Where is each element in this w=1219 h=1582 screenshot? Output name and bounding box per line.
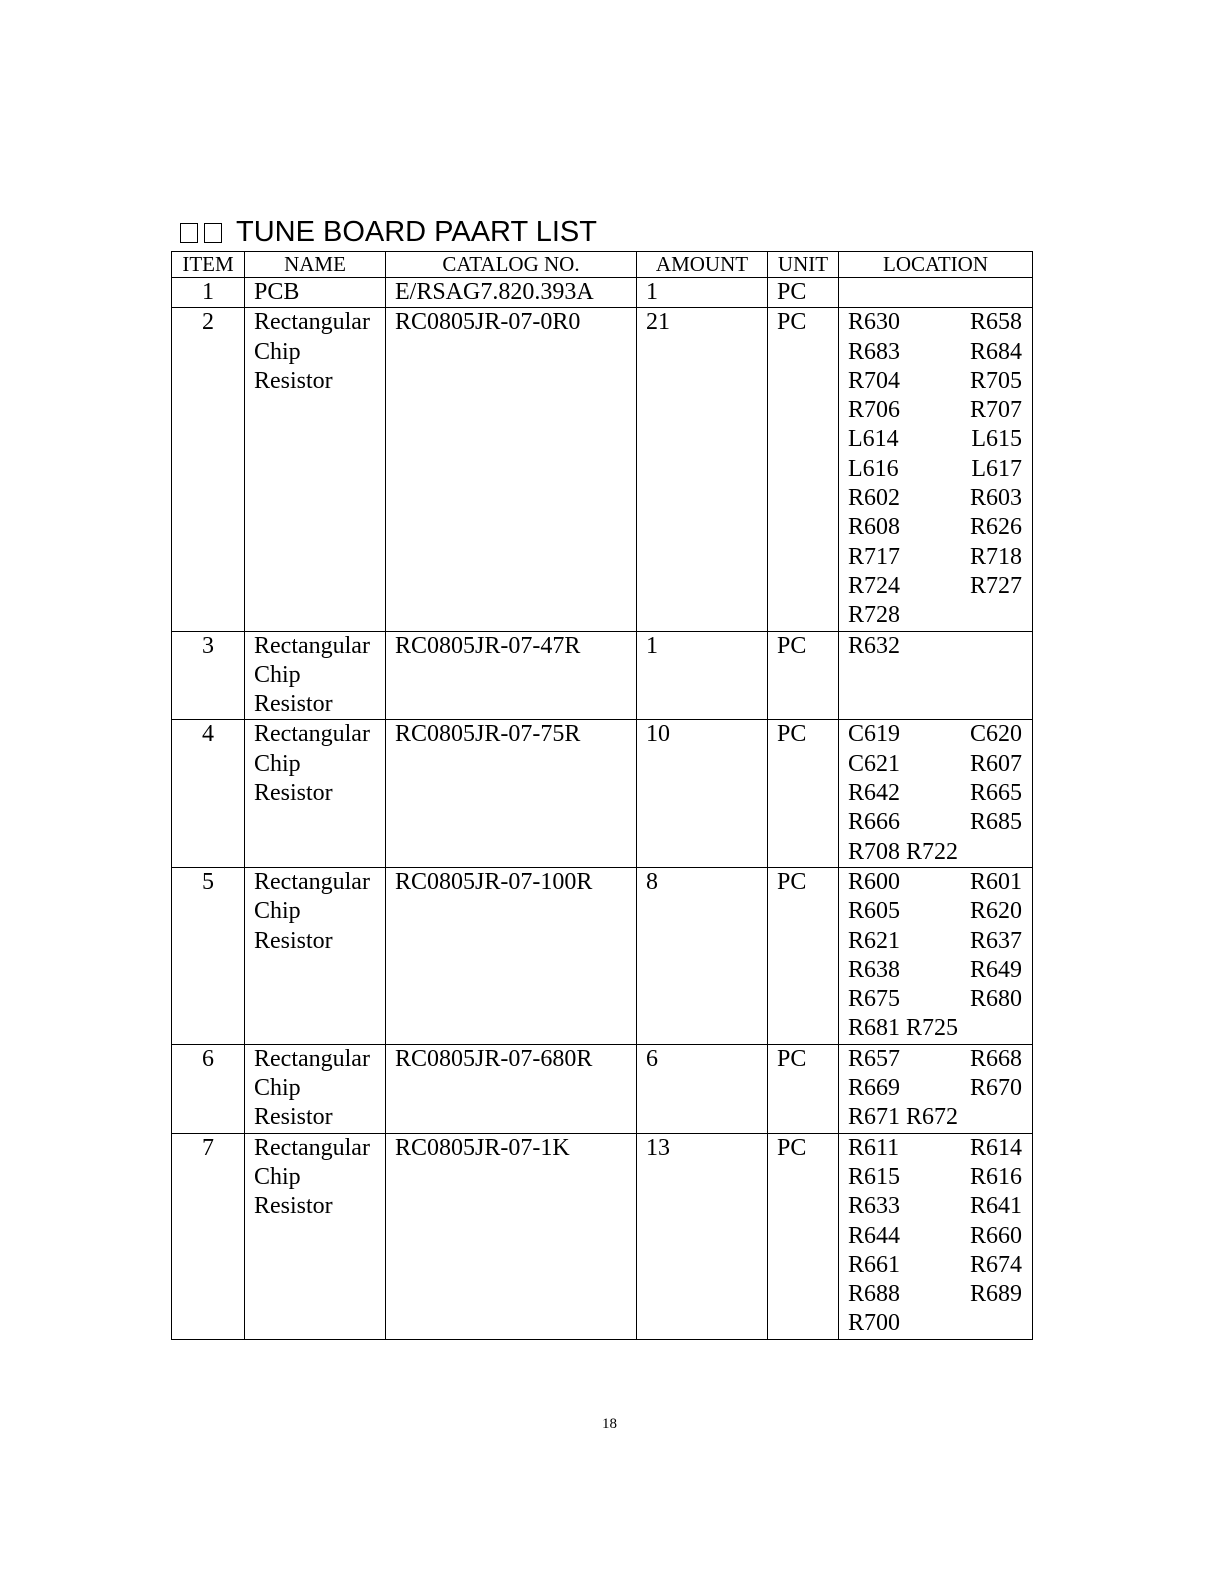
location-line — [848, 425, 1032, 454]
item-cell: 3 — [172, 631, 245, 720]
location-code: R706 — [848, 397, 901, 424]
location-line — [848, 1280, 1032, 1309]
location-code: R603 — [969, 485, 1022, 512]
location-code: R611 — [848, 1134, 900, 1161]
column-header-location: LOCATION — [839, 252, 1033, 278]
location-line — [848, 838, 1032, 867]
location-code: L614 — [848, 426, 899, 453]
name-line: Chip — [254, 1075, 301, 1102]
part-list-table — [171, 251, 1033, 1340]
location-line — [848, 1045, 1032, 1074]
item-cell: 5 — [172, 867, 245, 1044]
catalog-cell: RC0805JR-07-680R — [386, 1044, 637, 1133]
amount-cell: 10 — [637, 720, 768, 867]
location-cell — [839, 720, 1033, 867]
location-code: R665 — [969, 780, 1022, 807]
unit-cell: PC — [768, 278, 839, 308]
name-cell — [245, 278, 386, 308]
catalog-cell: RC0805JR-07-0R0 — [386, 308, 637, 631]
item-cell: 7 — [172, 1133, 245, 1339]
amount-cell: 1 — [637, 278, 768, 308]
unit-cell: PC — [768, 308, 839, 631]
name-line: Resistor — [254, 1104, 333, 1131]
name-line: Chip — [254, 661, 301, 688]
name-line: Resistor — [254, 780, 333, 807]
location-line — [848, 1103, 1032, 1132]
name-line: Rectangular — [254, 1134, 370, 1161]
location-code: R601 — [969, 868, 1022, 895]
location-code: R626 — [969, 514, 1022, 541]
name-cell — [245, 1133, 386, 1339]
location-code: R681 R725 — [848, 1015, 959, 1042]
location-code: R689 — [969, 1281, 1022, 1308]
amount-cell: 13 — [637, 1133, 768, 1339]
location-code: R642 — [848, 780, 901, 807]
name-cell — [245, 308, 386, 631]
location-code: R644 — [848, 1222, 901, 1249]
location-line — [848, 513, 1032, 542]
name-cell — [245, 1044, 386, 1133]
location-code: C621 — [848, 750, 901, 777]
location-code: R614 — [969, 1134, 1022, 1161]
location-cell — [839, 867, 1033, 1044]
name-cell — [245, 720, 386, 867]
location-line — [848, 1309, 1032, 1338]
location-code: R615 — [848, 1163, 901, 1190]
location-cell — [839, 1044, 1033, 1133]
name-line: Rectangular — [254, 1045, 370, 1072]
column-header-amount: AMOUNT — [637, 252, 768, 278]
location-code: R700 — [848, 1310, 901, 1337]
amount-cell: 21 — [637, 308, 768, 631]
page-title — [180, 212, 597, 252]
location-code: R727 — [969, 572, 1022, 599]
catalog-cell: RC0805JR-07-100R — [386, 867, 637, 1044]
location-line — [848, 956, 1032, 985]
location-cell — [839, 308, 1033, 631]
amount-cell: 8 — [637, 867, 768, 1044]
location-code: L616 — [848, 455, 899, 482]
location-code: R669 — [848, 1075, 901, 1102]
location-line — [848, 927, 1032, 956]
location-code: R680 — [969, 986, 1022, 1013]
location-line — [848, 396, 1032, 425]
location-code: R674 — [969, 1251, 1022, 1278]
name-line: Chip — [254, 338, 301, 365]
name-line: PCB — [254, 279, 300, 305]
location-code: R666 — [848, 809, 901, 836]
part-list-body — [172, 278, 1033, 1340]
name-cell — [245, 631, 386, 720]
location-code: C620 — [969, 721, 1022, 748]
location-code: R704 — [848, 367, 901, 394]
location-code: R728 — [848, 602, 901, 629]
location-code: R670 — [969, 1075, 1022, 1102]
location-code: R675 — [848, 986, 901, 1013]
unit-cell: PC — [768, 631, 839, 720]
name-line: Rectangular — [254, 721, 370, 748]
location-code: R683 — [848, 338, 901, 365]
location-code: R641 — [969, 1193, 1022, 1220]
location-cell — [839, 278, 1033, 308]
location-code: L615 — [971, 426, 1022, 453]
missing-glyph-icon — [180, 223, 198, 243]
location-code: R684 — [969, 338, 1022, 365]
name-line: Rectangular — [254, 309, 370, 336]
missing-glyph-boxes — [180, 212, 236, 252]
name-line: Chip — [254, 750, 301, 777]
location-code: R600 — [848, 868, 901, 895]
location-line — [848, 572, 1032, 601]
location-code: R637 — [969, 927, 1022, 954]
catalog-cell: RC0805JR-07-75R — [386, 720, 637, 867]
location-line — [848, 1251, 1032, 1280]
page-number: 18 — [602, 1416, 617, 1432]
location-code: L617 — [971, 455, 1022, 482]
location-code: R657 — [848, 1045, 901, 1072]
column-header-name: NAME — [245, 252, 386, 278]
name-line: Resistor — [254, 927, 333, 954]
location-line — [848, 455, 1032, 484]
location-code: R649 — [969, 956, 1022, 983]
location-line — [848, 1222, 1032, 1251]
table-row — [172, 278, 1033, 308]
location-code: R630 — [848, 309, 901, 336]
location-line — [848, 543, 1032, 572]
location-line — [848, 601, 1032, 630]
catalog-cell: E/RSAG7.820.393A — [386, 278, 637, 308]
name-line: Resistor — [254, 1193, 333, 1220]
unit-cell: PC — [768, 1133, 839, 1339]
location-line — [848, 1134, 1032, 1163]
location-cell — [839, 631, 1033, 720]
item-cell: 6 — [172, 1044, 245, 1133]
location-line — [848, 985, 1032, 1014]
location-code: R638 — [848, 956, 901, 983]
location-code: R660 — [969, 1222, 1022, 1249]
column-header-catalog: CATALOG NO. — [386, 252, 637, 278]
location-code: R620 — [969, 898, 1022, 925]
location-code: R671 R672 — [848, 1104, 959, 1131]
location-code: R616 — [969, 1163, 1022, 1190]
location-cell — [839, 1133, 1033, 1339]
location-code: R707 — [969, 397, 1022, 424]
table-row — [172, 720, 1033, 867]
column-header-unit: UNIT — [768, 252, 839, 278]
location-code: R718 — [969, 543, 1022, 570]
location-line — [848, 1014, 1032, 1043]
location-line — [848, 808, 1032, 837]
location-code: R633 — [848, 1193, 901, 1220]
location-line — [848, 1163, 1032, 1192]
name-line: Rectangular — [254, 632, 370, 659]
location-line — [848, 1074, 1032, 1103]
item-cell: 1 — [172, 278, 245, 308]
table-header-row — [172, 252, 1033, 278]
location-line — [848, 308, 1032, 337]
item-cell: 2 — [172, 308, 245, 631]
location-line — [848, 750, 1032, 779]
name-line: Chip — [254, 898, 301, 925]
location-code: R607 — [969, 750, 1022, 777]
column-header-item: ITEM — [172, 252, 245, 278]
unit-cell: PC — [768, 720, 839, 867]
location-line — [848, 338, 1032, 367]
location-code: R688 — [848, 1281, 901, 1308]
name-line: Resistor — [254, 691, 333, 718]
page-title-text: TUNE BOARD PAART LIST — [236, 216, 597, 248]
location-line — [848, 484, 1032, 513]
location-line — [848, 868, 1032, 897]
location-code: R717 — [848, 543, 901, 570]
amount-cell: 1 — [637, 631, 768, 720]
table-row — [172, 1133, 1033, 1339]
unit-cell: PC — [768, 867, 839, 1044]
location-code: R621 — [848, 927, 901, 954]
location-code: R708 R722 — [848, 838, 959, 865]
location-line — [848, 367, 1032, 396]
location-code: R724 — [848, 572, 901, 599]
amount-cell: 6 — [637, 1044, 768, 1133]
location-code: R661 — [848, 1251, 901, 1278]
location-code: R605 — [848, 898, 901, 925]
location-code: R632 — [848, 632, 901, 659]
name-line: Resistor — [254, 367, 333, 394]
missing-glyph-icon — [204, 223, 222, 243]
location-line — [848, 897, 1032, 926]
item-cell: 4 — [172, 720, 245, 867]
location-code: R608 — [848, 514, 901, 541]
location-line — [848, 632, 1032, 661]
name-line: Rectangular — [254, 868, 370, 895]
location-code: R685 — [969, 809, 1022, 836]
name-line: Chip — [254, 1163, 301, 1190]
location-line — [848, 779, 1032, 808]
catalog-cell: RC0805JR-07-1K — [386, 1133, 637, 1339]
location-code: R668 — [969, 1045, 1022, 1072]
unit-cell: PC — [768, 1044, 839, 1133]
catalog-cell: RC0805JR-07-47R — [386, 631, 637, 720]
location-code: R602 — [848, 485, 901, 512]
table-row — [172, 1044, 1033, 1133]
location-code: C619 — [848, 721, 901, 748]
name-cell — [245, 867, 386, 1044]
location-code: R705 — [969, 367, 1022, 394]
location-line — [848, 1192, 1032, 1221]
location-line — [848, 720, 1032, 749]
table-row — [172, 308, 1033, 631]
table-row — [172, 631, 1033, 720]
location-code: R658 — [969, 309, 1022, 336]
table-row — [172, 867, 1033, 1044]
